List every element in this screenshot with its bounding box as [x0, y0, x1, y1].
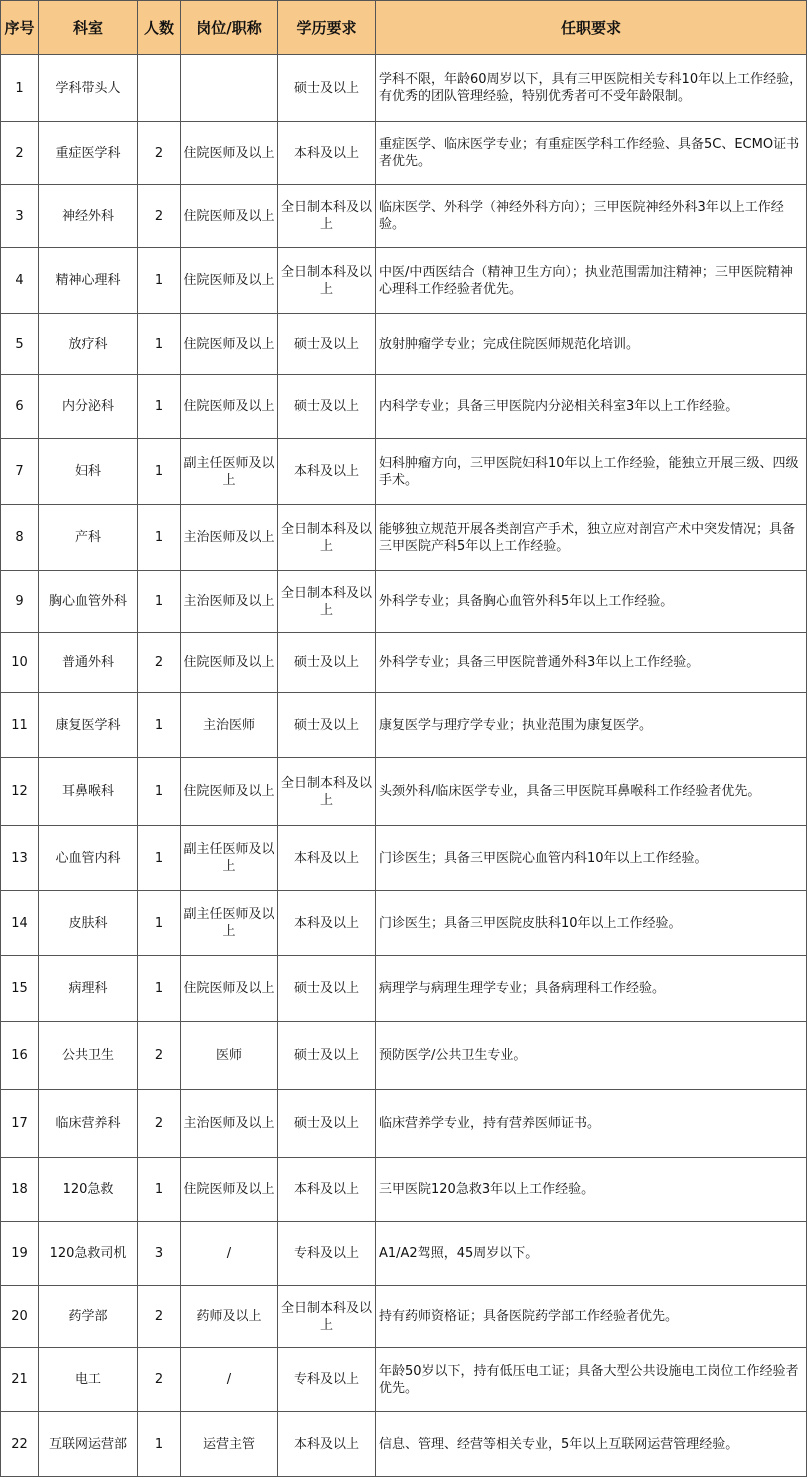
requirements-cell: 临床营养学专业，持有营养医师证书。: [376, 1090, 807, 1158]
header-education: 学历要求: [278, 1, 376, 55]
row-number: 3: [1, 185, 39, 248]
education-cell: 全日制本科及以上: [278, 185, 376, 248]
position-title-cell: 住院医师及以上: [181, 122, 278, 185]
table-row: [1, 1090, 807, 1158]
headcount-cell: 1: [138, 375, 181, 439]
position-title-cell: 主治医师: [181, 693, 278, 758]
requirements-cell: 放射肿瘤学专业；完成住院医师规范化培训。: [376, 314, 807, 375]
row-number: 5: [1, 314, 39, 375]
headcount-cell: 1: [138, 826, 181, 891]
department-cell: 病理科: [39, 956, 138, 1022]
headcount-cell: 1: [138, 505, 181, 571]
header-dept: 科室: [39, 1, 138, 55]
headcount-cell: 1: [138, 314, 181, 375]
department-cell: 120急救司机: [39, 1222, 138, 1286]
education-cell: 全日制本科及以上: [278, 248, 376, 314]
position-title-cell: 主治医师及以上: [181, 571, 278, 633]
department-cell: 互联网运营部: [39, 1412, 138, 1477]
headcount-cell: 2: [138, 1348, 181, 1412]
header-requirements: 任职要求: [376, 1, 807, 55]
requirements-cell: 外科学专业；具备胸心血管外科5年以上工作经验。: [376, 571, 807, 633]
row-number: 17: [1, 1090, 39, 1158]
table-row: [1, 55, 807, 122]
education-cell: 硕士及以上: [278, 55, 376, 122]
requirements-cell: 门诊医生；具备三甲医院心血管内科10年以上工作经验。: [376, 826, 807, 891]
header-count: 人数: [138, 1, 181, 55]
row-number: 9: [1, 571, 39, 633]
position-title-cell: 住院医师及以上: [181, 758, 278, 826]
headcount-cell: 2: [138, 122, 181, 185]
position-title-cell: 住院医师及以上: [181, 314, 278, 375]
requirements-cell: 信息、管理、经营等相关专业，5年以上互联网运营管理经验。: [376, 1412, 807, 1477]
education-cell: 全日制本科及以上: [278, 505, 376, 571]
headcount-cell: 1: [138, 439, 181, 505]
table-row: [1, 1222, 807, 1286]
row-number: 21: [1, 1348, 39, 1412]
row-number: 19: [1, 1222, 39, 1286]
education-cell: 本科及以上: [278, 439, 376, 505]
headcount-cell: 2: [138, 185, 181, 248]
table-row: [1, 758, 807, 826]
requirements-cell: 中医/中西医结合（精神卫生方向）；执业范围需加注精神；三甲医院精神心理科工作经验者优先。: [376, 248, 807, 314]
requirements-cell: 持有药师资格证；具备医院药学部工作经验者优先。: [376, 1286, 807, 1348]
requirements-cell: 临床医学、外科学（神经外科方向）；三甲医院神经外科3年以上工作经验。: [376, 185, 807, 248]
department-cell: 公共卫生: [39, 1022, 138, 1090]
department-cell: 普通外科: [39, 633, 138, 693]
table-row: [1, 1286, 807, 1348]
row-number: 22: [1, 1412, 39, 1477]
requirements-cell: 妇科肿瘤方向，三甲医院妇科10年以上工作经验，能独立开展三级、四级手术。: [376, 439, 807, 505]
row-number: 2: [1, 122, 39, 185]
requirements-cell: 外科学专业；具备三甲医院普通外科3年以上工作经验。: [376, 633, 807, 693]
department-cell: 重症医学科: [39, 122, 138, 185]
headcount-cell: [138, 55, 181, 122]
headcount-cell: 2: [138, 633, 181, 693]
department-cell: 内分泌科: [39, 375, 138, 439]
department-cell: 妇科: [39, 439, 138, 505]
headcount-cell: 1: [138, 571, 181, 633]
position-title-cell: 住院医师及以上: [181, 375, 278, 439]
department-cell: 电工: [39, 1348, 138, 1412]
position-title-cell: /: [181, 1348, 278, 1412]
requirements-cell: A1/A2驾照，45周岁以下。: [376, 1222, 807, 1286]
education-cell: 本科及以上: [278, 1412, 376, 1477]
row-number: 12: [1, 758, 39, 826]
headcount-cell: 1: [138, 956, 181, 1022]
education-cell: 专科及以上: [278, 1222, 376, 1286]
position-title-cell: 住院医师及以上: [181, 185, 278, 248]
department-cell: 心血管内科: [39, 826, 138, 891]
table-row: [1, 633, 807, 693]
position-title-cell: 药师及以上: [181, 1286, 278, 1348]
row-number: 4: [1, 248, 39, 314]
row-number: 11: [1, 693, 39, 758]
table-row: [1, 375, 807, 439]
headcount-cell: 1: [138, 248, 181, 314]
department-cell: 皮肤科: [39, 891, 138, 956]
education-cell: 全日制本科及以上: [278, 758, 376, 826]
headcount-cell: 2: [138, 1090, 181, 1158]
position-title-cell: 副主任医师及以上: [181, 439, 278, 505]
headcount-cell: 1: [138, 1158, 181, 1222]
requirements-cell: 头颈外科/临床医学专业，具备三甲医院耳鼻喉科工作经验者优先。: [376, 758, 807, 826]
header-row: [1, 1, 807, 55]
department-cell: 临床营养科: [39, 1090, 138, 1158]
requirements-cell: 康复医学与理疗学专业；执业范围为康复医学。: [376, 693, 807, 758]
education-cell: 本科及以上: [278, 826, 376, 891]
position-title-cell: 住院医师及以上: [181, 1158, 278, 1222]
position-title-cell: 副主任医师及以上: [181, 891, 278, 956]
education-cell: 全日制本科及以上: [278, 571, 376, 633]
education-cell: 本科及以上: [278, 122, 376, 185]
row-number: 15: [1, 956, 39, 1022]
requirements-cell: 学科不限，年龄60周岁以下，具有三甲医院相关专科10年以上工作经验，有优秀的团队管理经验，特别优秀者可不受年龄限制。: [376, 55, 807, 122]
row-number: 1: [1, 55, 39, 122]
position-title-cell: 医师: [181, 1022, 278, 1090]
department-cell: 耳鼻喉科: [39, 758, 138, 826]
position-title-cell: 运营主管: [181, 1412, 278, 1477]
headcount-cell: 1: [138, 693, 181, 758]
education-cell: 硕士及以上: [278, 1090, 376, 1158]
table-row: [1, 1348, 807, 1412]
requirements-cell: 三甲医院120急救3年以上工作经验。: [376, 1158, 807, 1222]
education-cell: 硕士及以上: [278, 956, 376, 1022]
requirements-cell: 年龄50岁以下，持有低压电工证；具备大型公共设施电工岗位工作经验者优先。: [376, 1348, 807, 1412]
education-cell: 硕士及以上: [278, 633, 376, 693]
table-row: [1, 956, 807, 1022]
position-title-cell: 主治医师及以上: [181, 505, 278, 571]
education-cell: 专科及以上: [278, 1348, 376, 1412]
position-title-cell: 住院医师及以上: [181, 633, 278, 693]
headcount-cell: 1: [138, 891, 181, 956]
education-cell: 硕士及以上: [278, 375, 376, 439]
headcount-cell: 2: [138, 1286, 181, 1348]
education-cell: 硕士及以上: [278, 1022, 376, 1090]
requirements-cell: 内科学专业；具备三甲医院内分泌相关科室3年以上工作经验。: [376, 375, 807, 439]
table-row: [1, 571, 807, 633]
table-row: [1, 1412, 807, 1477]
table-row: [1, 314, 807, 375]
table-row: [1, 122, 807, 185]
requirements-cell: 预防医学/公共卫生专业。: [376, 1022, 807, 1090]
department-cell: 放疗科: [39, 314, 138, 375]
education-cell: 硕士及以上: [278, 693, 376, 758]
department-cell: 神经外科: [39, 185, 138, 248]
row-number: 13: [1, 826, 39, 891]
requirements-cell: 重症医学、临床医学专业；有重症医学科工作经验、具备5C、ECMO证书者优先。: [376, 122, 807, 185]
row-number: 16: [1, 1022, 39, 1090]
row-number: 8: [1, 505, 39, 571]
row-number: 10: [1, 633, 39, 693]
department-cell: 胸心血管外科: [39, 571, 138, 633]
education-cell: 全日制本科及以上: [278, 1286, 376, 1348]
row-number: 20: [1, 1286, 39, 1348]
table-row: [1, 891, 807, 956]
position-title-cell: 住院医师及以上: [181, 956, 278, 1022]
position-title-cell: /: [181, 1222, 278, 1286]
table-row: [1, 248, 807, 314]
header-title: 岗位/职称: [181, 1, 278, 55]
row-number: 14: [1, 891, 39, 956]
requirements-cell: 病理学与病理生理学专业；具备病理科工作经验。: [376, 956, 807, 1022]
department-cell: 学科带头人: [39, 55, 138, 122]
position-title-cell: [181, 55, 278, 122]
department-cell: 康复医学科: [39, 693, 138, 758]
table-row: [1, 693, 807, 758]
department-cell: 精神心理科: [39, 248, 138, 314]
position-title-cell: 住院医师及以上: [181, 248, 278, 314]
row-number: 6: [1, 375, 39, 439]
education-cell: 硕士及以上: [278, 314, 376, 375]
headcount-cell: 1: [138, 758, 181, 826]
education-cell: 本科及以上: [278, 1158, 376, 1222]
header-no: 序号: [1, 1, 39, 55]
table-row: [1, 505, 807, 571]
table-row: [1, 1022, 807, 1090]
row-number: 18: [1, 1158, 39, 1222]
headcount-cell: 1: [138, 1412, 181, 1477]
department-cell: 药学部: [39, 1286, 138, 1348]
education-cell: 本科及以上: [278, 891, 376, 956]
table-row: [1, 1158, 807, 1222]
table-row: [1, 439, 807, 505]
headcount-cell: 2: [138, 1022, 181, 1090]
position-title-cell: 主治医师及以上: [181, 1090, 278, 1158]
requirements-cell: 门诊医生；具备三甲医院皮肤科10年以上工作经验。: [376, 891, 807, 956]
table-row: [1, 185, 807, 248]
table-row: [1, 826, 807, 891]
department-cell: 产科: [39, 505, 138, 571]
row-number: 7: [1, 439, 39, 505]
headcount-cell: 3: [138, 1222, 181, 1286]
department-cell: 120急救: [39, 1158, 138, 1222]
requirements-cell: 能够独立规范开展各类剖宫产手术，独立应对剖宫产术中突发情况；具备三甲医院产科5年以上工作经验。: [376, 505, 807, 571]
position-title-cell: 副主任医师及以上: [181, 826, 278, 891]
